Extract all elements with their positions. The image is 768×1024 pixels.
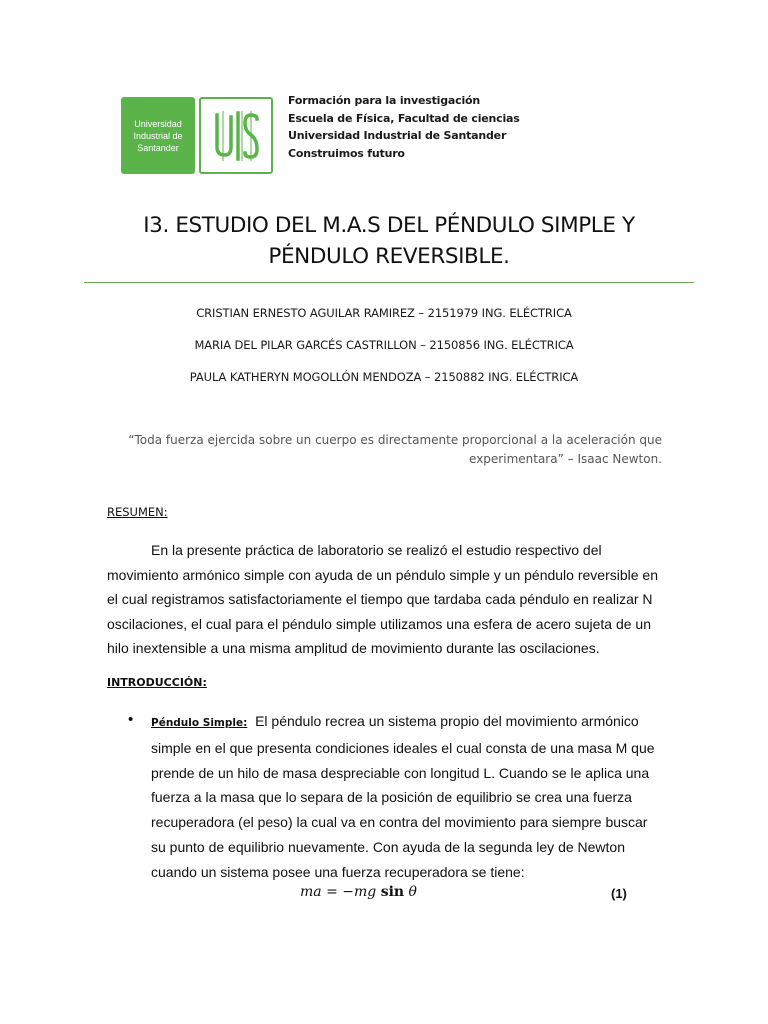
eq-rhs-a: −mg [342,884,381,900]
institution-line-3: Universidad Industrial de Santander [288,129,507,142]
uis-monogram-icon [199,97,273,174]
institution-line-1: Formación para la investigación [288,94,481,107]
quote-line-1: “Toda fuerza ejercida sobre un cuerpo es directamente proporcional a la aceleración que [128,433,662,447]
eq-sin: sin [380,884,405,900]
equation-number: (1) [611,886,627,901]
pendulo-simple-term: Péndulo Simple: [151,717,248,729]
title-line-2: PÉNDULO REVERSIBLE. [268,244,510,269]
resumen-paragraph: En la presente práctica de laboratorio se realizó el estudio respectivo del movimiento armónico simple con ayuda de un péndulo simple y un péndulo reversible en el cual registramos satisfactoriamente el tiempo que tardaba cada péndulo en realizar N oscilaciones, el cual para el péndulo simple utilizamos una esfera de acero sujeta de un hilo inextensible a una misma amplitud de movimiento durante las oscilaciones. [107,542,658,656]
logo-line-3: Santander [137,142,179,153]
uis-logo-text-block [121,97,195,174]
epigraph-quote [108,431,662,469]
document-title [84,210,694,272]
logo-line-2: Industrial de [133,130,183,141]
author-1: CRISTIAN ERNESTO AGUILAR RAMIREZ – 2151979 ING. ELÉCTRICA [196,306,572,320]
institution-header [288,92,520,162]
pendulo-simple-item [151,709,666,885]
resumen-heading: RESUMEN: [107,505,168,519]
equation-1 [300,884,417,900]
eq-lhs: ma [300,884,322,900]
eq-rhs-b: θ [404,884,417,900]
quote-line-2: experimentara” – Isaac Newton. [469,452,662,466]
author-3: PAULA KATHERYN MOGOLLÓN MENDOZA – 2150882 ING. ELÉCTRICA [189,370,579,384]
institution-line-2: Escuela de Física, Facultad de ciencias [288,111,520,125]
title-line-1: I3. ESTUDIO DEL M.A.S DEL PÉNDULO SIMPLE Y [143,213,635,238]
logo-line-1: Universidad [134,118,182,129]
institution-line-4: Construimos futuro [288,146,405,160]
introduccion-heading: INTRODUCCIÓN: [107,676,207,689]
eq-equals: = [321,884,343,900]
author-2: MARIA DEL PILAR GARCÉS CASTRILLON – 2150856 ING. ELÉCTRICA [194,338,574,352]
bullet-marker: • [128,711,134,728]
pendulo-simple-text: El péndulo recrea un sistema propio del movimiento armónico simple en el que presenta condiciones ideales el cual consta de una masa M que prende de un hilo de masa despreciable con longitud L. Cuando se le aplica una fuerza a la masa que lo separa de la posición de equilibrio se crea una fuerza recuperadora (el peso) la cual va en contra del movimiento para siempre buscar su punto de equilibrio nuevamente. Con ayuda de la segunda ley de Newton cuando un sistema posee una fuerza recuperadora se tiene: [151,713,655,880]
title-divider [84,282,694,283]
